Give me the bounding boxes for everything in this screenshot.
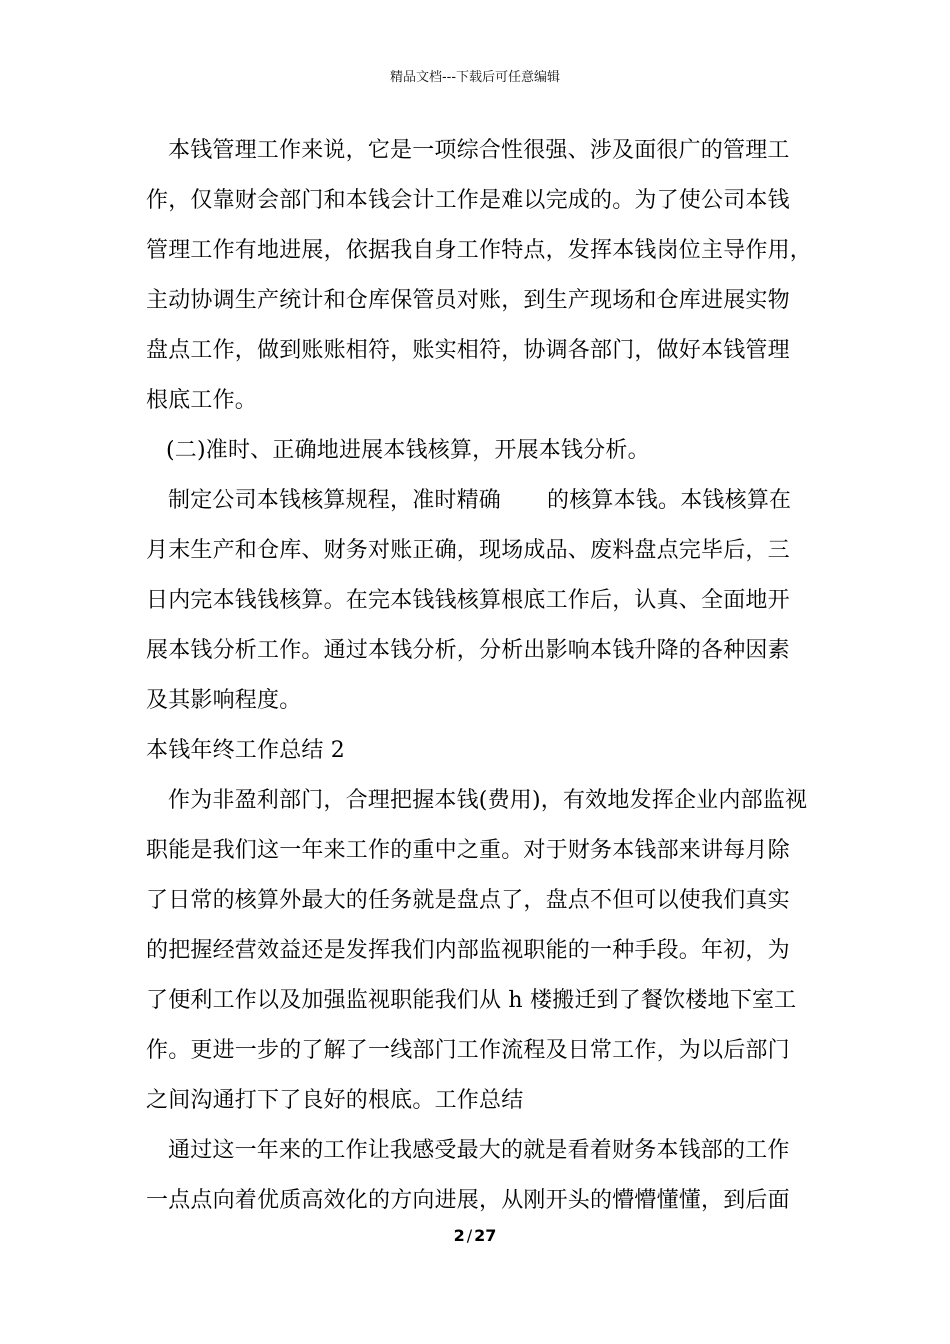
- paragraph-line: 展本钱分析工作。通过本钱分析，分析出影响本钱升降的各种因素: [146, 638, 790, 663]
- paragraph-line: 作。更进一步的了解了一线部门工作流程及日常工作，为以后部门: [146, 1038, 790, 1063]
- paragraph-line: [146, 476, 814, 526]
- paragraph-line: 及其影响程度。: [146, 688, 302, 713]
- paragraph-line: 盘点工作，做到账账相符，账实相符，协调各部门，做好本钱管理: [146, 338, 790, 363]
- total-pages: 27: [474, 1226, 497, 1245]
- paragraph-line: 通过这一年来的工作让我感受最大的就是看着财务本钱部的工作: [168, 1138, 790, 1163]
- paragraph-line: 了便利工作以及加强监视职能我们从 h 楼搬迁到了餐饮楼地下室工: [146, 988, 797, 1013]
- paragraph-line: 了日常的核算外最大的任务就是盘点了，盘点不但可以使我们真实: [146, 888, 790, 913]
- paragraph-line: 主动协调生产统计和仓库保管员对账，到生产现场和仓库进展实物: [146, 288, 790, 313]
- paragraph-line: 日内完本钱钱核算。在完本钱钱核算根底工作后，认真、全面地开: [146, 588, 790, 613]
- document-title: 本钱年终工作总结 2: [146, 738, 345, 763]
- section-heading: (二)准时、正确地进展本钱核算，开展本钱分析。: [166, 438, 650, 463]
- paragraph-line: 一点点向着优质高效化的方向进展，从刚开头的懵懵懂懂，到后面: [146, 1188, 790, 1213]
- paragraph-line: 作为非盈利部门，合理把握本钱(费用)，有效地发挥企业内部监视: [168, 788, 808, 813]
- paragraph-line: 作，仅靠财会部门和本钱会计工作是难以完成的。为了使公司本钱: [146, 188, 790, 213]
- document-body: [146, 126, 814, 1226]
- page-header: 精品文档---下载后可任意编辑: [389, 70, 561, 85]
- paragraph-line: 之间沟通打下了良好的根底。工作总结: [146, 1088, 524, 1113]
- paragraph-line: 根底工作。: [146, 388, 258, 413]
- current-page: 2: [453, 1226, 465, 1245]
- line-segment: 的核算本钱。本钱核算在: [547, 488, 792, 513]
- page-separator: /: [466, 1226, 473, 1245]
- paragraph-line: 管理工作有地进展，依据我自身工作特点，发挥本钱岗位主导作用，: [146, 238, 813, 263]
- line-segment: 制定公司本钱核算规程，准时精确: [168, 488, 502, 513]
- paragraph-line: 月末生产和仓库、财务对账正确，现场成品、废料盘点完毕后，三: [146, 538, 790, 563]
- page-number: [0, 1226, 950, 1245]
- paragraph-line: 职能是我们这一年来工作的重中之重。对于财务本钱部来讲每月除: [146, 838, 790, 863]
- paragraph-line: 本钱管理工作来说，它是一项综合性很强、涉及面很广的管理工: [168, 138, 790, 163]
- paragraph-line: 的把握经营效益还是发挥我们内部监视职能的一种手段。年初，为: [146, 938, 790, 963]
